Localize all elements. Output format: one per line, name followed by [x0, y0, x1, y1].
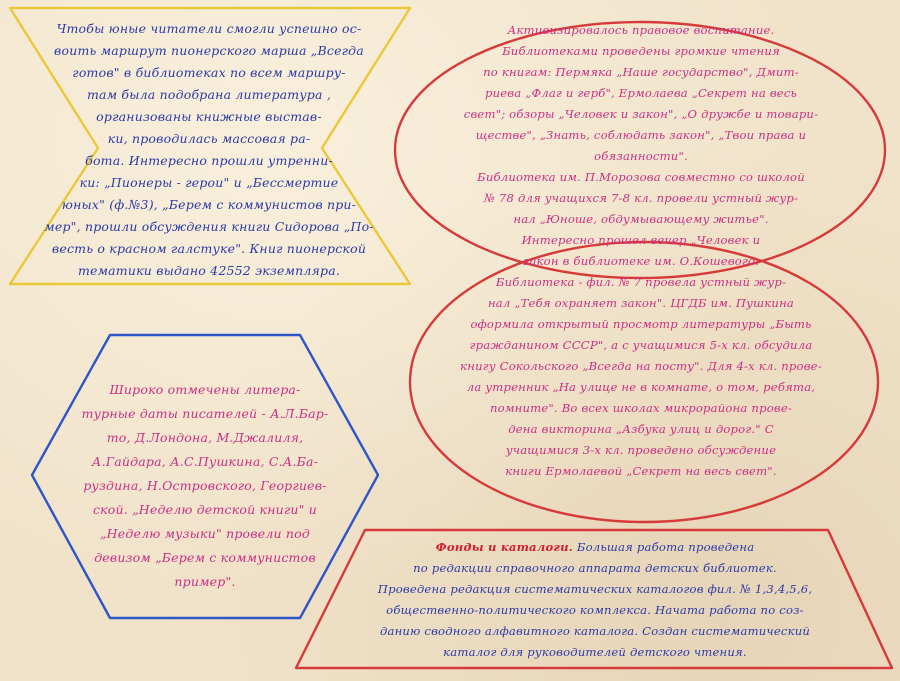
pioneer-line: воить маршрут пионерского марша „Всегда: [54, 43, 364, 58]
legal-line: гражданином СССР", а с учащимися 5-х кл. обсудила: [469, 338, 813, 352]
funds-catalogs-text: [312, 537, 878, 663]
legal-line: нал „Тебя охраняет закон". ЦГДБ им. Пушкина: [487, 296, 795, 310]
legal-line: книгу Сокольского „Всегда на посту". Для 4-х кл. прове-: [460, 359, 822, 373]
anniversary-line: то, Д.Лондона, М.Джалиля,: [106, 430, 304, 445]
funds-first-line-rest: Большая работа проведена: [572, 540, 755, 554]
pioneer-line: мер", прошли обсуждения книги Сидорова „По-: [44, 219, 374, 234]
anniversary-line: девизом „Берем с коммунистов: [94, 550, 316, 565]
anniversary-line: руздина, Н.Островского, Георгиев-: [83, 478, 327, 493]
pioneer-line: бота. Интересно прошли утренни-: [85, 153, 333, 168]
funds-line: каталог для руководителей детского чтения.: [443, 645, 747, 659]
pioneer-line: готов" в библиотеках по всем маршру-: [72, 65, 346, 80]
legal-line: Библиотека им. П.Морозова совместно со школой: [477, 170, 805, 184]
pioneer-line: весть о красном галстуке". Книг пионерской: [51, 241, 367, 256]
legal-line: обязанности".: [594, 149, 688, 163]
legal-line: Активизировалось правовое воспитание.: [507, 23, 775, 37]
legal-line: помните". Во всех школах микрорайона прове-: [489, 401, 793, 415]
funds-line: по редакции справочного аппарата детских библиотек.: [413, 561, 777, 575]
pioneer-line: ки, проводилась массовая ра-: [107, 131, 311, 146]
pioneer-line: там была подобрана литература ,: [86, 87, 332, 102]
funds-line: Проведена редакция систематических каталогов фил. № 1,3,4,5,6,: [377, 582, 813, 596]
anniversary-line: Широко отмечены литера-: [109, 382, 301, 397]
funds-heading: Фонды и каталоги.: [435, 540, 573, 554]
anniversary-line: пример".: [174, 574, 236, 589]
legal-line: учащимися 3-х кл. проведено обсуждение: [505, 443, 777, 457]
legal-line: по книгам: Пермяка „Наше государство", Дмит-: [483, 65, 799, 79]
anniversary-line: турные даты писателей - А.Л.Бар-: [81, 406, 329, 421]
funds-line: общественно-политического комплекса. Начата работа по соз-: [386, 603, 804, 617]
legal-line: оформила открытый просмотр литературы „Быть: [470, 317, 812, 331]
legal-line: книги Ермолаевой „Секрет на весь свет".: [505, 464, 777, 478]
anniversary-line: А.Гайдара, А.С.Пушкина, С.А.Ба-: [91, 454, 319, 469]
pioneer-march-text: [22, 18, 396, 282]
pioneer-line: юных" (ф.№3), „Берем с коммунистов при-: [61, 197, 357, 212]
legal-line: Библиотеками проведены громкие чтения: [502, 44, 780, 58]
anniversary-line: „Неделю музыки" провели под: [99, 526, 310, 541]
pioneer-line: ки: „Пионеры - герои" и „Бессмертие: [79, 175, 339, 190]
legal-education-text: [418, 20, 864, 482]
legal-line: Библиотека - фил. № 7 провела устный жур-: [495, 275, 787, 289]
legal-line: нал „Юноше, обдумывающему житье".: [513, 212, 769, 226]
legal-line: закон в библиотеке им. О.Кошевого.: [522, 254, 760, 268]
pioneer-line: Чтобы юные читатели смогли успешно ос-: [56, 21, 362, 36]
anniversary-line: ской. „Неделю детской книги" и: [92, 502, 318, 517]
funds-line: данию сводного алфавитного каталога. Создан систематический: [379, 624, 811, 638]
legal-line: дена викторина „Азбука улиц и дорог." С: [508, 422, 774, 436]
legal-line: ла утренник „На улице не в комнате, о том, ребята,: [466, 380, 816, 394]
legal-line: риева „Флаг и герб", Ермолаева „Секрет на весь: [484, 86, 798, 100]
legal-line: № 78 для учащихся 7-8 кл. провели устный жур-: [483, 191, 799, 205]
funds-first-line: [312, 537, 878, 558]
legal-line: свет"; обзоры „Человек и закон", „О дружбе и товари-: [463, 107, 819, 121]
pioneer-line: тематики выдано 42552 экземпляра.: [77, 263, 341, 278]
legal-line: ществе", „Знать, соблюдать закон", „Твои права и: [475, 128, 807, 142]
pioneer-line: организованы книжные выстав-: [96, 109, 322, 124]
legal-line: Интересно прошел вечер „Человек и: [521, 233, 761, 247]
